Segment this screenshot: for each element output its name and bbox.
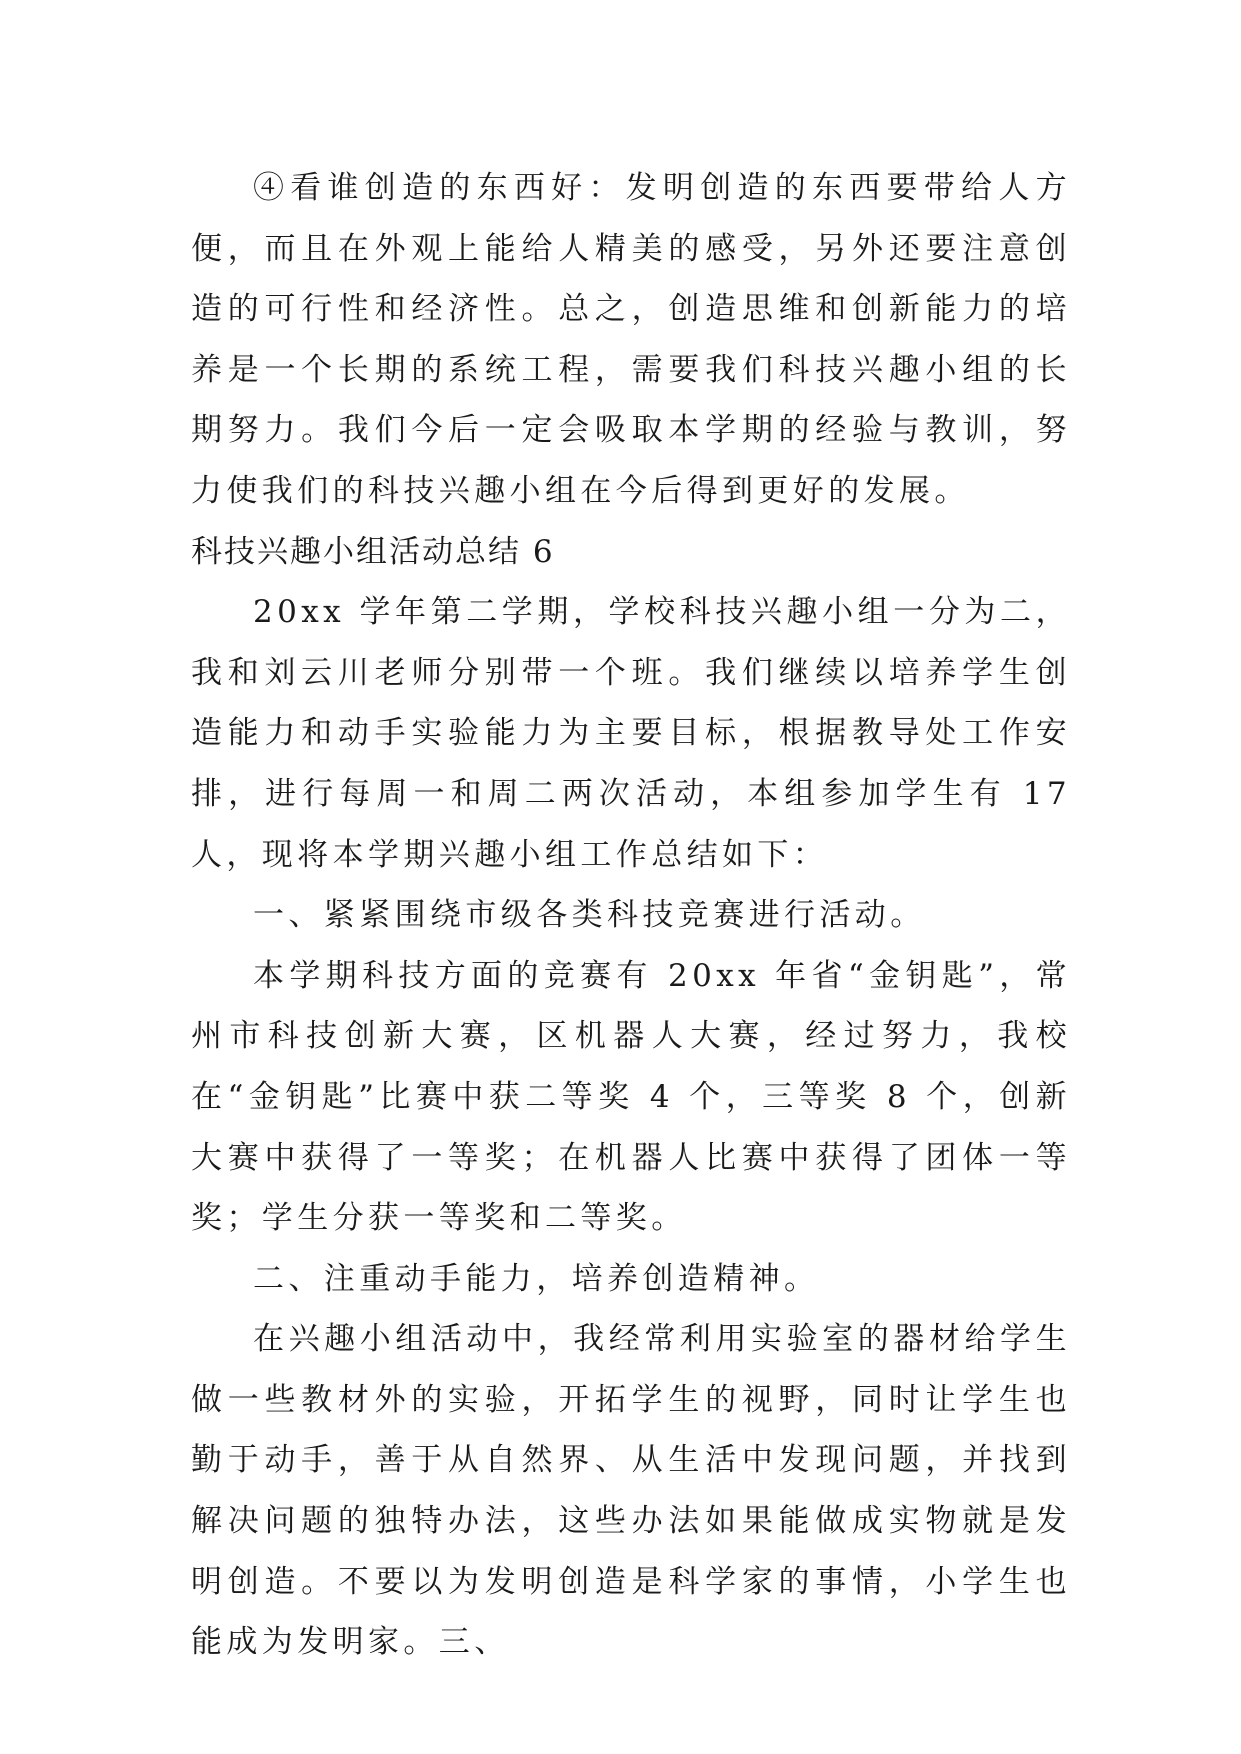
document-body — [191, 158, 1071, 1673]
paragraph-experiments: 在兴趣小组活动中，我经常利用实验室的器材给学生做一些教材外的实验，开拓学生的视野，同时让学生也勤于动手，善于从自然界、从生活中发现问题，并找到解决问题的独特办法，这些办法如果能做成实物就是发明创造。不要以为发明创造是科学家的事情，小学生也能成为发明家。三、 — [191, 1321, 1071, 1661]
subheading-hands-on: 二、注重动手能力，培养创造精神。 — [253, 1260, 820, 1297]
paragraph-semester-intro: 20xx 学年第二学期，学校科技兴趣小组一分为二，我和刘云川老师分别带一个班。我们继续以培养学生创造能力和动手实验能力为主要目标，根据教导处工作安排，进行每周一和周二两次活动，本组参加学生有 17 人，现将本学期兴趣小组工作总结如下： — [191, 594, 1071, 873]
section-heading: 科技兴趣小组活动总结 6 — [191, 533, 555, 570]
subheading-competitions: 一、紧紧围绕市级各类科技竞赛进行活动。 — [253, 897, 926, 934]
paragraph-invention-criteria: ④看谁创造的东西好：发明创造的东西要带给人方便，而且在外观上能给人精美的感受，另外还要注意创造的可行性和经济性。总之，创造思维和创新能力的培养是一个长期的系统工程，需要我们科技兴趣小组的长期努力。我们今后一定会吸取本学期的经验与教训，努力使我们的科技兴趣小组在今后得到更好的发展。 — [191, 170, 1071, 509]
paragraph-competition-results: 本学期科技方面的竞赛有 20xx 年省“金钥匙”，常州市科技创新大赛，区机器人大赛，经过努力，我校在“金钥匙”比赛中获二等奖 4 个，三等奖 8 个，创新大赛中获得了一等奖；在机器人比赛中获得了团体一等奖；学生分获一等奖和二等奖。 — [191, 957, 1071, 1237]
